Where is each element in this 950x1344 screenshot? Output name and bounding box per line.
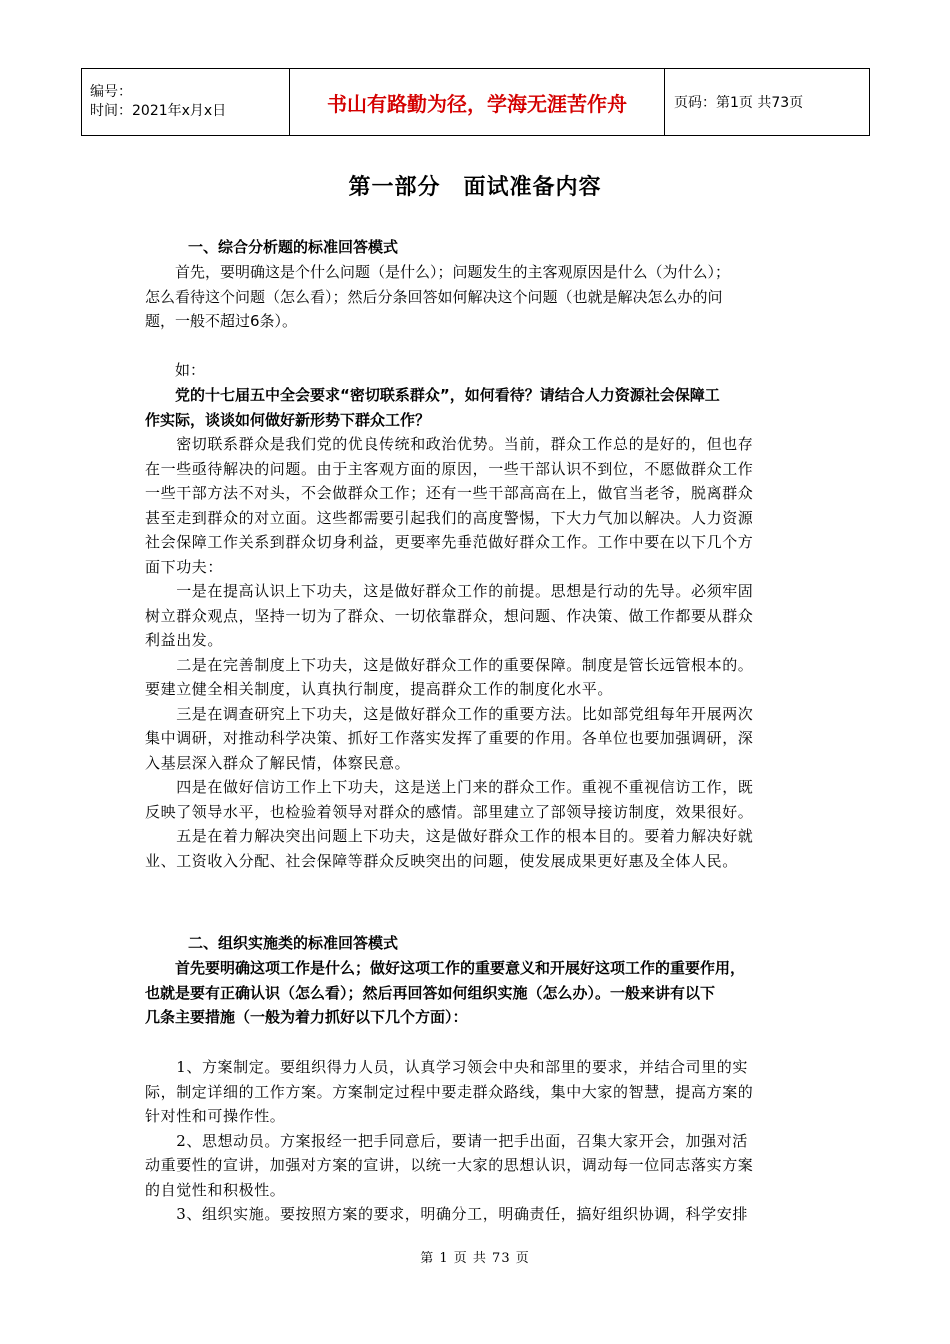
section2-intro — [145, 956, 809, 1030]
paragraph-line: 怎么看待这个问题（怎么看）；然后分条回答如何解决这个问题（也就是解决怎么办的问 — [145, 287, 723, 306]
answer-line: 树立群众观点，坚持一切为了群众、一切依靠群众，想问题、作决策、做工作都要从群众 — [145, 606, 754, 625]
answer-line: 一些干部方法不对头，不会做群众工作；还有一些干部高高在上，做官当老爷，脱离群众 — [145, 484, 754, 502]
paragraph-line: 首先要明确这项工作是什么；做好这项工作的重要意义和开展好这项工作的重要作用， — [145, 959, 746, 977]
question-line: 作实际，谈谈如何做好新形势下群众工作？ — [145, 410, 431, 429]
answer-line: 集中调研，对推动科学决策、抓好工作落实发挥了重要的作用。各单位也要加强调研，深 — [145, 729, 754, 747]
paragraph-line: 几条主要措施（一般为着力抓好以下几个方面）： — [145, 1008, 468, 1026]
section1-heading: 一、综合分析题的标准回答模式 — [188, 238, 399, 256]
answer-line: 密切联系群众是我们党的优良传统和政治优势。当前，群众工作总的是好的，但也存 — [145, 435, 754, 453]
header-table — [81, 68, 870, 136]
answer-line: 五是在着力解决突出问题上下功夫，这是做好群众工作的根本目的。要着力解决好就 — [145, 827, 754, 845]
time-label: 时间：2021年x月x日 — [90, 103, 227, 119]
measure-line: 动重要性的宣讲，加强对方案的宣讲，以统一大家的思想认识，调动每一位同志落实方案 — [145, 1156, 754, 1174]
number-label: 编号： — [90, 84, 132, 100]
answer-line: 入基层深入群众了解民情，体察民意。 — [145, 753, 411, 772]
paragraph-line: 首先，要明确这是个什么问题（是什么）；问题发生的主客观原因是什么（为什么）； — [145, 263, 731, 281]
question-line: 党的十七届五中全会要求“密切联系群众”，如何看待？请结合人力资源社会保障工 — [145, 386, 720, 404]
section1-intro — [145, 260, 809, 334]
paragraph-line: 也就是要有正确认识（怎么看）；然后再回答如何组织实施（怎么办）。一般来讲有以下 — [145, 983, 716, 1002]
answer-line: 社会保障工作关系到群众切身利益，更要率先垂范做好群众工作。工作中要在以下几个方 — [145, 533, 754, 551]
answer-line: 要建立健全相关制度，认真执行制度，提高群众工作的制度化水平。 — [145, 680, 614, 698]
header-meta-cell — [82, 69, 290, 136]
answer-line: 业、工资收入分配、社会保障等群众反映突出的问题，使发展成果更好惠及全体人民。 — [145, 851, 738, 870]
section2-heading: 二、组织实施类的标准回答模式 — [188, 934, 399, 952]
answer-line: 甚至走到群众的对立面。这些都需要引起我们的高度警惕，下大力气加以解决。人力资源 — [145, 508, 754, 527]
answer-line: 三是在调查研究上下功夫，这是做好群众工作的重要方法。比如部党组每年开展两次 — [145, 704, 754, 723]
answer-line: 一是在提高认识上下功夫，这是做好群众工作的前提。思想是行动的先导。必须牢固 — [145, 582, 754, 600]
measure-line: 针对性和可操作性。 — [145, 1107, 286, 1125]
section1-answer — [145, 432, 809, 873]
page-title: 第一部分 面试准备内容 — [348, 175, 602, 200]
example-label-block — [145, 358, 809, 383]
answer-line: 反映了领导水平，也检验着领导对群众的感情。部里建立了部领导接访制度，效果很好。 — [145, 802, 754, 821]
measure-line: 2、思想动员。方案报经一把手同意后，要请一把手出面，召集大家开会，加强对活 — [145, 1131, 748, 1150]
measure-line: 1、方案制定。要组织得力人员，认真学习领会中央和部里的要求，并结合司里的实 — [145, 1058, 748, 1076]
section1-question — [145, 383, 809, 432]
header-page-info: 页码：第1页 共73页 — [665, 69, 870, 136]
answer-line: 二是在完善制度上下功夫，这是做好群众工作的重要保障。制度是管长远管根本的。 — [145, 655, 754, 674]
example-label: 如： — [145, 361, 206, 379]
page-footer: 第 1 页 共 73 页 — [420, 1251, 530, 1266]
header-motto: 书山有路勤为径，学海无涯苦作舟 — [290, 69, 665, 136]
answer-line: 在一些亟待解决的问题。由于主客观方面的原因，一些干部认识不到位，不愿做群众工作 — [145, 459, 754, 478]
measure-line: 的自觉性和积极性。 — [145, 1180, 286, 1199]
answer-line: 四是在做好信访工作上下功夫，这是送上门来的群众工作。重视不重视信访工作，既 — [145, 778, 754, 796]
answer-line: 利益出发。 — [145, 631, 224, 649]
answer-line: 面下功夫： — [145, 557, 224, 576]
measure-line: 际，制定详细的工作方案。方案制定过程中要走群众路线，集中大家的智慧，提高方案的 — [145, 1082, 754, 1101]
section2-measures — [145, 1055, 809, 1227]
measure-line: 3、组织实施。要按照方案的要求，明确分工，明确责任，搞好组织协调，科学安排 — [145, 1205, 748, 1223]
paragraph-line: 题，一般不超过6条）。 — [145, 312, 298, 330]
